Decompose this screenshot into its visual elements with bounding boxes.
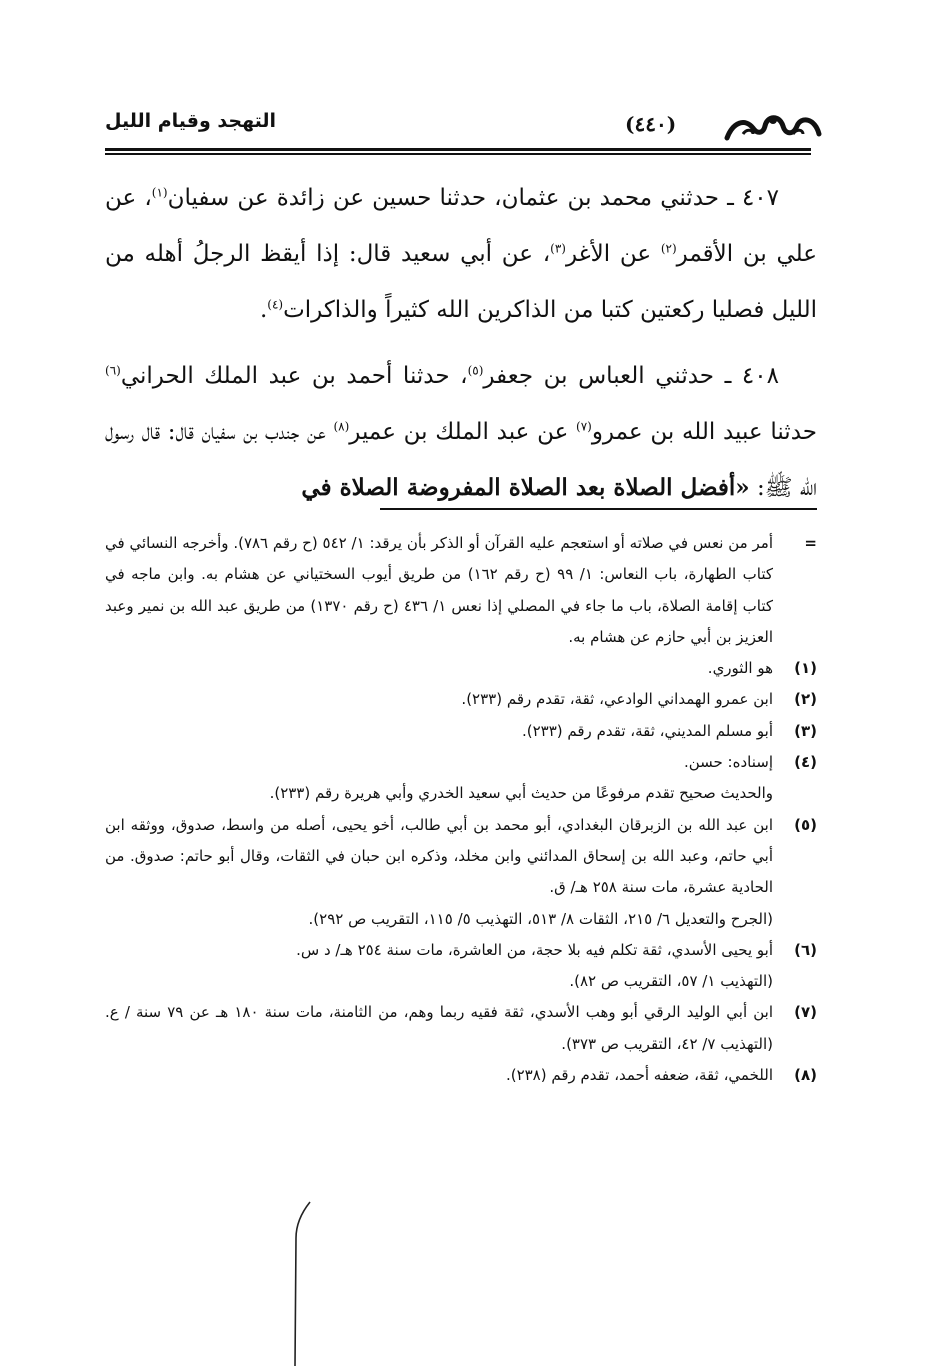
footnote-2 bbox=[105, 684, 817, 715]
footnote-ref: (٧) bbox=[576, 419, 592, 434]
page-header bbox=[105, 110, 817, 150]
footnote-text: ابن عبد الله بن الزبرقان البغدادي، أبو محمد بن أبي طالب، أخو يحيى، أصله من واسط، صدوق، ووثقه ابن أبي حاتم، وعبد الله بن إسحاق المدائني وابن مخلد، وذكره ابن حبان في الثقات، وقال أبو حاتم: صدوق. من الحادية عشرة، مات سنة ٢٥٨ هـ/ ق. bbox=[105, 815, 773, 897]
footnote-ref: (٤) bbox=[267, 297, 284, 312]
footnote-marker: (٥) bbox=[794, 815, 817, 834]
footnote-ref: (١) bbox=[151, 185, 168, 200]
footnote-3 bbox=[105, 716, 817, 747]
footnote-text: (الجرح والتعديل ٦/ ٢١٥، الثقات ٨/ ٥١٣، التهذيب ٥/ ١١٥، التقريب ص ٢٩٢). bbox=[308, 909, 773, 928]
footnote-marker: (٣) bbox=[794, 721, 817, 740]
footnote-1 bbox=[105, 653, 817, 684]
footnote-6-refs bbox=[105, 966, 817, 997]
footnote-ref: (٥) bbox=[467, 363, 484, 378]
pen-mark-icon bbox=[288, 1198, 318, 1368]
page-number: (٤٤٠) bbox=[625, 112, 677, 136]
footnote-marker: (٧) bbox=[794, 1003, 817, 1022]
footnote-ref: (٨) bbox=[333, 419, 350, 434]
footnote-text: أبو يحيى الأسدي، ثقة تكلم فيه بلا حجة، من العاشرة، مات سنة ٢٥٤ هـ/ د س. bbox=[296, 940, 773, 959]
footnote-marker: (٦) bbox=[794, 940, 817, 959]
paragraph-text: ، عن علي بن الأقمر bbox=[105, 185, 817, 267]
paragraph-407 bbox=[105, 170, 817, 338]
footnote-separator bbox=[380, 508, 817, 510]
paragraph-text: عن جندب بن سفيان قال: قال رسول الله ﷺ: bbox=[105, 419, 817, 501]
footnote-7 bbox=[105, 997, 817, 1060]
footnote-text: أمر من نعس في صلاته أو استعجم عليه القرآن أو الذكر بأن يرقد: ١/ ٥٤٢ (ح رقم ٧٨٦). وأخرجه النسائي في كتاب الطهارة، باب النعاس: ١/ ٩٩ (ح رقم ١٦٢) من طريق أيوب السختياني عن هشام به. وابن ماجه في كتاب إقامة الصلاة، باب ما جاء في المصلي إذا نعس ١/ ٤٣٦ (ح رقم ١٣٧٠) من طريق عبد الله بن نمير وعبد العزيز بن أبي حازم عن هشام به. bbox=[105, 534, 774, 646]
continuation-marker: = bbox=[804, 534, 817, 552]
footnote-5 bbox=[105, 810, 817, 904]
footnote-text: ابن عمرو الهمداني الوادعي، ثقة، تقدم رقم (٢٣٣). bbox=[461, 690, 773, 709]
paragraph-number: ٤٠٧ ـ bbox=[727, 185, 779, 211]
paragraph-text: ، عن أبي سعيد قال: إذا أيقظ الرجلُ أهله من الليل فصليا ركعتين كتبا من الذاكرين الله كثيراً والذاكرات bbox=[105, 241, 817, 323]
paragraph-text: حدثنا عبيد الله بن عمرو bbox=[591, 419, 817, 445]
hadith-text: «أفضل الصلاة بعد الصلاة المفروضة الصلاة في bbox=[301, 474, 750, 501]
paragraph-text: عن عبد الملك بن عمير bbox=[349, 419, 576, 445]
paragraph-408 bbox=[105, 348, 817, 516]
footnotes bbox=[105, 528, 817, 1091]
footnote-8 bbox=[105, 1060, 817, 1091]
header-rule bbox=[105, 148, 811, 157]
paragraph-text: ، حدثنا أحمد بن عبد الملك الحراني bbox=[120, 363, 468, 389]
footnote-marker: (٨) bbox=[794, 1066, 817, 1085]
paragraph-number: ٤٠٨ ـ bbox=[724, 363, 779, 389]
footnote-ref: (٢) bbox=[660, 241, 677, 256]
paragraph-text: حدثني العباس بن جعفر bbox=[483, 363, 715, 389]
paragraph-text: عن الأغر bbox=[565, 241, 661, 267]
footnote-marker: (٢) bbox=[794, 690, 817, 709]
footnote-text: هو الثوري. bbox=[707, 659, 773, 678]
paragraph-text: . bbox=[259, 297, 268, 323]
footnote-marker: (١) bbox=[794, 659, 817, 678]
footnote-text: ابن أبي الوليد الرقي أبو وهب الأسدي، ثقة فقيه ربما وهم، من الثامنة، مات سنة ١٨٠ هـ عن ٧٩ سنة / ع. (التهذيب ٧/ ٤٢، التقريب ص ٣٧٣). bbox=[105, 1003, 773, 1053]
footnote-text: أبو مسلم المديني، ثقة، تقدم رقم (٢٣٣). bbox=[521, 721, 773, 740]
footnote-6 bbox=[105, 935, 817, 966]
footnote-4 bbox=[105, 747, 817, 778]
footnote-text: إسناده: حسن. bbox=[683, 753, 773, 772]
header-ornament-icon bbox=[723, 104, 823, 144]
footnote-text: (التهذيب ١/ ٥٧، التقريب ص ٨٢). bbox=[569, 972, 773, 991]
running-title: التهجد وقيام الليل bbox=[105, 110, 277, 132]
paragraph-text: حدثني محمد بن عثمان، حدثنا حسين عن زائدة عن سفيان bbox=[167, 185, 719, 211]
footnote-text: اللخمي، ثقة، ضعفه أحمد، تقدم رقم (٢٣٨). bbox=[505, 1066, 773, 1085]
footnote-ref: (٦) bbox=[105, 363, 121, 378]
footnote-continuation bbox=[105, 528, 817, 653]
footnote-5-refs bbox=[105, 904, 817, 935]
footnote-4-extra: والحديث صحيح تقدم مرفوعًا من حديث أبي سعيد الخدري وأبي هريرة رقم (٢٣٣). bbox=[269, 784, 773, 803]
footnote-marker: (٤) bbox=[794, 753, 817, 772]
footnote-ref: (٣) bbox=[550, 241, 566, 256]
main-text bbox=[105, 170, 817, 526]
